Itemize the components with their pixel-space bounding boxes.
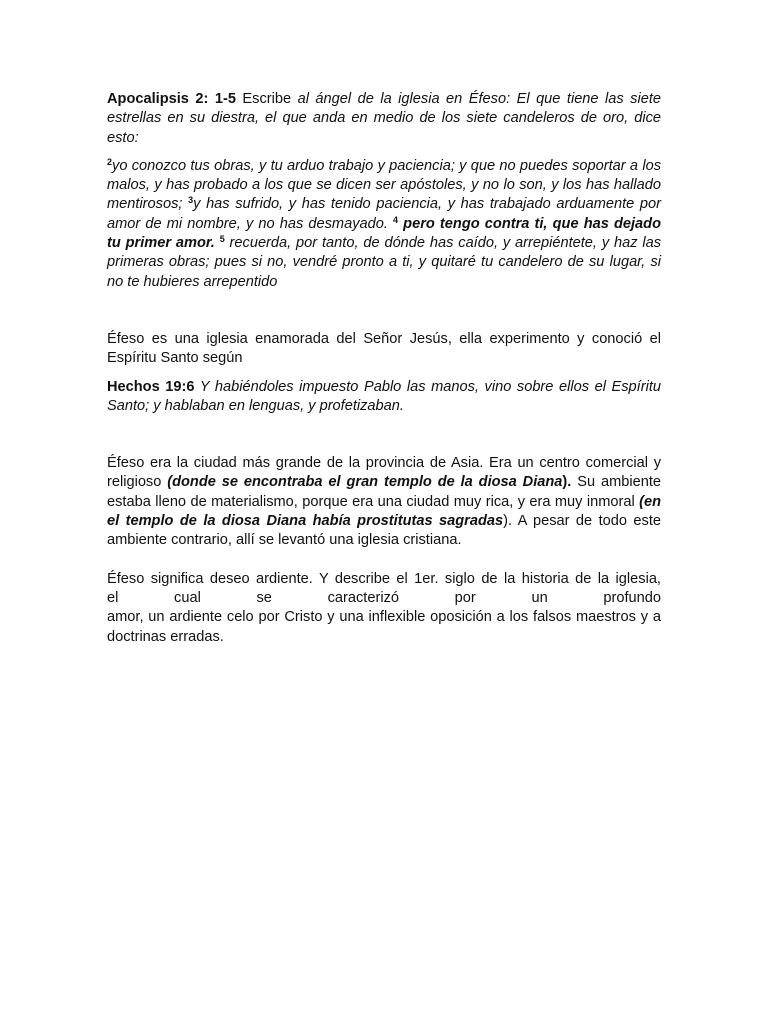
verse-text-bold: pero tengo contra ti, que has dejado tu primer amor. <box>107 215 661 252</box>
verse-number: 3 <box>188 195 194 206</box>
verse-text: yo conozco tus obras, y tu arduo trabajo y paciencia; y que no puedes soportar a los malos, y has probado a los que se dicen ser apóstoles, y no lo son, y los has hallado mentirosos; <box>107 157 661 213</box>
paragraph-acts <box>107 378 661 417</box>
paragraph-revelation-verses <box>107 157 661 292</box>
verse-text: recuerda, por tanto, de dónde has caído, y arrepiéntete, y haz las primeras obras; pues si no, vendré pronto a ti, y quitaré tu candelero de su lugar, si no te hubieres arrepentido <box>107 235 661 290</box>
body-text: Éfeso era la ciudad más grande de la provincia de Asia. Era un centro comercial y religioso <box>107 455 661 491</box>
scripture-quote: Y habiéndoles impuesto Pablo las manos, vino sobre ellos el Espíritu Santo; y hablaban en lenguas, y profetizaban. <box>107 378 662 414</box>
scripture-reference: Apocalipsis 2: 1-5 <box>107 91 236 107</box>
intro-text: Escribe <box>235 91 298 107</box>
verse-number: 2 <box>107 156 113 167</box>
text-line: Éfeso significa deseo ardiente. Y describe el 1er. siglo de la historia de la iglesia, <box>107 570 661 587</box>
body-text: Éfeso es una iglesia enamorada del Señor Jesús, ella experimento y conoció el Espíritu Santo según <box>107 330 661 367</box>
paragraph-ephesus-meaning <box>107 570 661 647</box>
verse-text: y has sufrido, y has tenido paciencia, y has trabajado arduamente por amor de mi nombre, y no has desmayado. <box>107 196 662 232</box>
verse-number: 5 <box>219 234 225 245</box>
emphasis-text: (en el templo de la diosa Diana había prostitutas sagradas <box>107 493 661 530</box>
emphasis-close: ). <box>562 474 572 491</box>
document-page <box>107 90 661 647</box>
paragraph-ephesus-church <box>107 330 661 369</box>
verse-number: 4 <box>393 214 399 225</box>
paragraph-revelation-intro <box>107 90 661 148</box>
body-text: amor, un ardiente celo por Cristo y una inflexible oposición a los falsos maestros y a doctrinas erradas. <box>107 609 661 645</box>
scripture-reference: Hechos 19:6 <box>107 378 195 395</box>
text-line: el cual se caracterizó por un profundo <box>107 589 661 606</box>
scripture-quote: al ángel de la iglesia en Éfeso: El que tiene las siete estrellas en su diestra, el que anda en medio de los siete candeleros de oro, dice esto: <box>107 91 661 146</box>
body-text: Su ambiente estaba lleno de materialismo, porque era una ciudad muy rica, y era muy inmoral <box>107 474 661 510</box>
body-text: ). A pesar de todo este ambiente contrario, allí se levantó una iglesia cristiana. <box>107 513 661 549</box>
emphasis-text: (donde se encontraba el gran templo de la diosa Diana <box>167 474 563 491</box>
paragraph-ephesus-city <box>107 454 661 550</box>
